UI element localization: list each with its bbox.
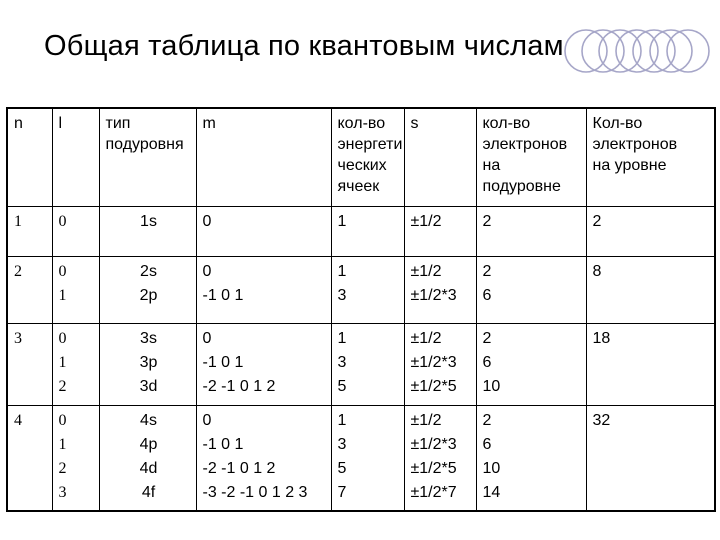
header-row	[7, 108, 715, 206]
cell-m-line: -3 -2 -1 0 1 2 3	[202, 483, 308, 501]
cell-electrons-sublevel-line: 2	[482, 212, 492, 230]
cell-m-line: 0	[202, 262, 212, 280]
cell-electrons-sublevel	[476, 323, 586, 405]
cell-energy-cells-line: 1	[337, 262, 347, 280]
cell-energy-cells-line: 3	[337, 286, 347, 304]
cell-electrons-level: 2	[586, 206, 715, 256]
cell-energy-cells	[331, 323, 404, 405]
cell-l	[52, 206, 99, 256]
cell-s-line: ±1/2*3	[410, 435, 457, 453]
header-l: l	[52, 108, 99, 206]
cell-m-line: -1 0 1	[202, 286, 244, 304]
cell-energy-cells-line: 5	[337, 459, 347, 477]
cell-sublevel-type	[99, 206, 196, 256]
cell-energy-cells	[331, 206, 404, 256]
header-n: n	[7, 108, 52, 206]
cell-sublevel-type-line: 1s	[140, 212, 157, 230]
cell-energy-cells-line: 1	[337, 212, 347, 230]
cell-l-line: 1	[58, 286, 67, 304]
cell-l-line: 2	[58, 377, 67, 395]
cell-electrons-level: 8	[586, 256, 715, 323]
cell-sublevel-type-line: 4d	[139, 459, 158, 477]
cell-s-line: ±1/2	[410, 329, 442, 347]
cell-sublevel-type	[99, 323, 196, 405]
cell-sublevel-type-line: 3s	[140, 329, 157, 347]
cell-sublevel-type-line: 3d	[139, 377, 158, 395]
table-row	[7, 256, 715, 323]
cell-l-line: 1	[58, 435, 67, 453]
cell-sublevel-type-line: 2s	[140, 262, 157, 280]
header-electrons-sublevel: кол-во электронов на подуровне	[476, 108, 586, 206]
cell-electrons-sublevel-line: 6	[482, 286, 492, 304]
cell-electrons-sublevel-line: 6	[482, 435, 492, 453]
cell-l-line: 1	[58, 353, 67, 371]
cell-m-line: -2 -1 0 1 2	[202, 377, 276, 395]
cell-l-line: 0	[58, 329, 67, 347]
cell-electrons-sublevel-line: 2	[482, 262, 492, 280]
cell-l-line: 0	[58, 411, 67, 429]
cell-electrons-sublevel	[476, 405, 586, 511]
cell-n: 2	[7, 256, 52, 323]
cell-s-line: ±1/2	[410, 411, 442, 429]
cell-electrons-sublevel-line: 2	[482, 329, 492, 347]
cell-electrons-sublevel	[476, 206, 586, 256]
cell-energy-cells-line: 1	[337, 411, 347, 429]
cell-m	[196, 323, 331, 405]
cell-s	[404, 256, 476, 323]
cell-electrons-sublevel-line: 10	[482, 459, 501, 477]
cell-energy-cells	[331, 256, 404, 323]
cell-s	[404, 405, 476, 511]
cell-m	[196, 206, 331, 256]
cell-s	[404, 323, 476, 405]
cell-sublevel-type	[99, 405, 196, 511]
cell-sublevel-type-line: 4p	[139, 435, 158, 453]
cell-electrons-sublevel	[476, 256, 586, 323]
quantum-numbers-table	[6, 107, 716, 512]
cell-s-line: ±1/2*7	[410, 483, 457, 501]
cell-s-line: ±1/2*5	[410, 377, 457, 395]
cell-m	[196, 256, 331, 323]
cell-m-line: -1 0 1	[202, 353, 244, 371]
header-m: m	[196, 108, 331, 206]
cell-m	[196, 405, 331, 511]
header-sublevel-type: тип подуровня	[99, 108, 196, 206]
cell-l	[52, 405, 99, 511]
cell-energy-cells-line: 1	[337, 329, 347, 347]
cell-m-line: 0	[202, 329, 212, 347]
cell-sublevel-type-line: 2p	[139, 286, 158, 304]
cell-n: 3	[7, 323, 52, 405]
table-row	[7, 323, 715, 405]
cell-l	[52, 323, 99, 405]
header-s: s	[404, 108, 476, 206]
cell-electrons-sublevel-line: 14	[482, 483, 501, 501]
cell-l	[52, 256, 99, 323]
cell-s-line: ±1/2*3	[410, 286, 457, 304]
table-row	[7, 206, 715, 256]
table-row	[7, 405, 715, 511]
cell-sublevel-type-line: 4s	[140, 411, 157, 429]
cell-s-line: ±1/2	[410, 262, 442, 280]
cell-energy-cells-line: 3	[337, 353, 347, 371]
cell-electrons-sublevel-line: 10	[482, 377, 501, 395]
cell-energy-cells-line: 3	[337, 435, 347, 453]
header-energy-cells: кол-во энергети ческих ячеек	[331, 108, 404, 206]
cell-n: 1	[7, 206, 52, 256]
cell-energy-cells-line: 7	[337, 483, 347, 501]
cell-m-line: 0	[202, 212, 212, 230]
cell-energy-cells	[331, 405, 404, 511]
cell-l-line: 3	[58, 483, 67, 501]
cell-l-line: 0	[58, 212, 67, 230]
header-electrons-level: Кол-во электронов на уровне	[586, 108, 715, 206]
cell-electrons-sublevel-line: 6	[482, 353, 492, 371]
cell-s	[404, 206, 476, 256]
cell-m-line: 0	[202, 411, 212, 429]
cell-sublevel-type	[99, 256, 196, 323]
cell-electrons-sublevel-line: 2	[482, 411, 492, 429]
cell-s-line: ±1/2*3	[410, 353, 457, 371]
cell-l-line: 2	[58, 459, 67, 477]
cell-energy-cells-line: 5	[337, 377, 347, 395]
cell-electrons-level: 32	[586, 405, 715, 511]
cell-m-line: -2 -1 0 1 2	[202, 459, 276, 477]
cell-sublevel-type-line: 4f	[141, 483, 156, 501]
cell-n: 4	[7, 405, 52, 511]
cell-electrons-level: 18	[586, 323, 715, 405]
cell-sublevel-type-line: 3p	[139, 353, 158, 371]
cell-l-line: 0	[58, 262, 67, 280]
cell-s-line: ±1/2	[410, 212, 442, 230]
cell-s-line: ±1/2*5	[410, 459, 457, 477]
slide-title: Общая таблица по квантовым числам	[44, 30, 564, 62]
cell-m-line: -1 0 1	[202, 435, 244, 453]
